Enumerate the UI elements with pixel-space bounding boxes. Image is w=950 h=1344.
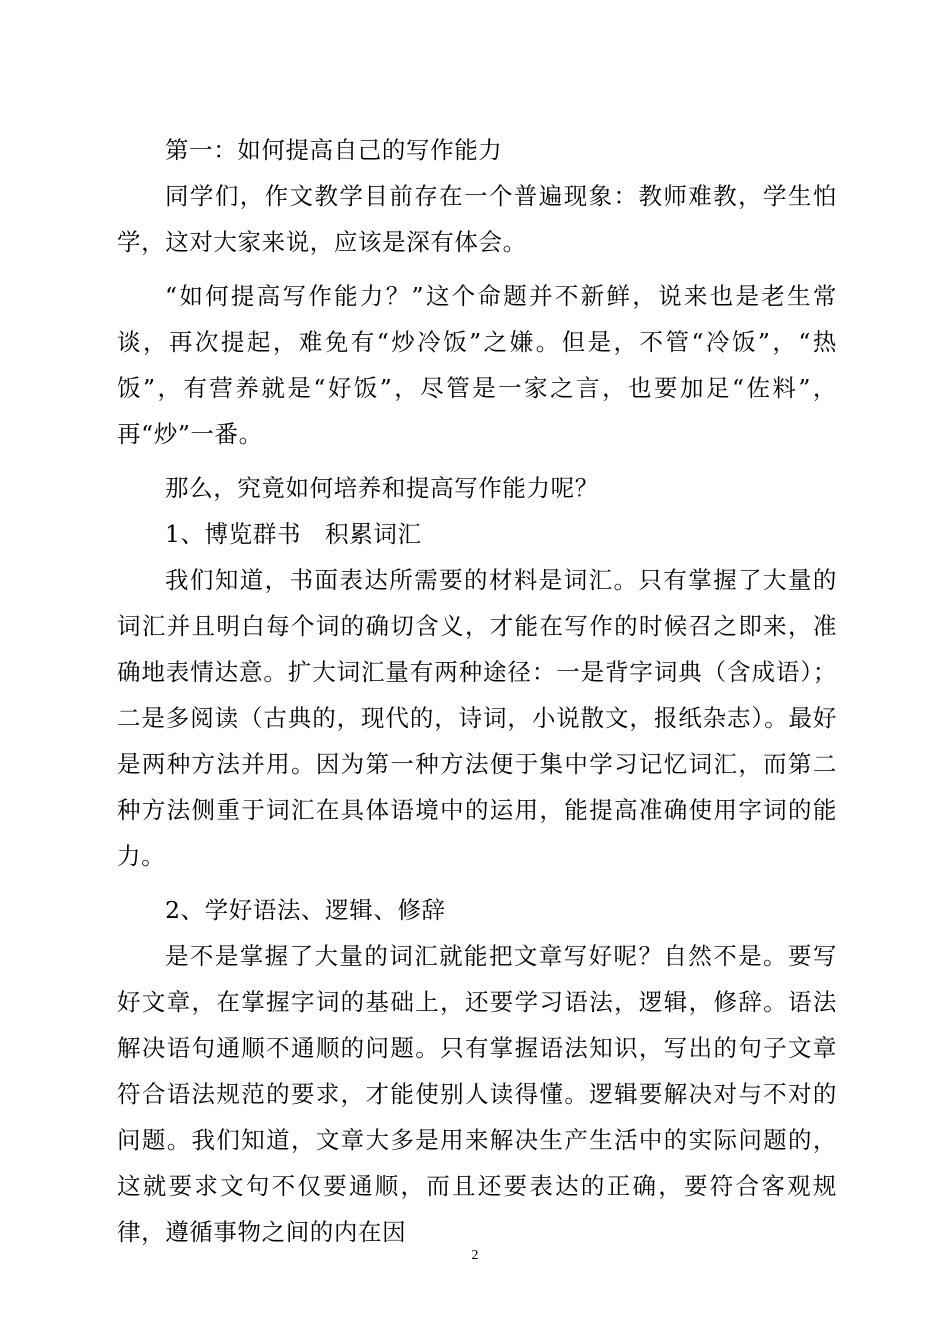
section-title: 第一：如何提高自己的写作能力 (165, 136, 503, 164)
paragraph-question: 那么，究竟如何培养和提高写作能力呢？ (165, 474, 599, 502)
paragraph-grammar: 是不是掌握了大量的词汇就能把文章写好呢？自然不是。要写好文章，在掌握字词的基础上，还要学习语法，逻辑，修辞。语法解决语句通顺不通顺的问题。只有掌握语法知识，写出的句子文章符合语法规范的要求，才能使别人读得懂。逻辑要解决对与不对的问题。我们知道，文章大多是用来解决生产生活中的实际问题的，这就要求文句不仅要通顺，而且还要表达的正确，要符合客观规律，遵循事物之间的内在因 (117, 942, 837, 1246)
subheading-1: 1、博览群书 积累词汇 (165, 520, 422, 548)
paragraph-intro: 同学们，作文教学目前存在一个普遍现象：教师难教，学生怕学，这对大家来说，应该是深有体会。 (117, 182, 837, 256)
subheading-2: 2、学好语法、逻辑、修辞 (165, 896, 446, 924)
paragraph-vocabulary: 我们知道，书面表达所需要的材料是词汇。只有掌握了大量的词汇并且明白每个词的确切含义，才能在写作的时候召之即来，准确地表情达意。扩大词汇量有两种途径：一是背字词典（含成语）；二是多阅读（古典的，现代的，诗词，小说散文，报纸杂志）。最好是两种方法并用。因为第一种方法便于集中学习记忆词汇，而第二种方法侧重于词汇在具体语境中的运用，能提高准确使用字词的能力。 (117, 566, 837, 870)
page-number: 2 (471, 1248, 479, 1263)
paragraph-topic: “如何提高写作能力？”这个命题并不新鲜，说来也是老生常谈，再次提起，难免有“炒冷饭”之嫌。但是，不管“冷饭”，“热饭”，有营养就是“好饭”，尽管是一家之言，也要加足“佐料”，再“炒”一番。 (117, 282, 837, 448)
document-body (117, 127, 837, 1255)
